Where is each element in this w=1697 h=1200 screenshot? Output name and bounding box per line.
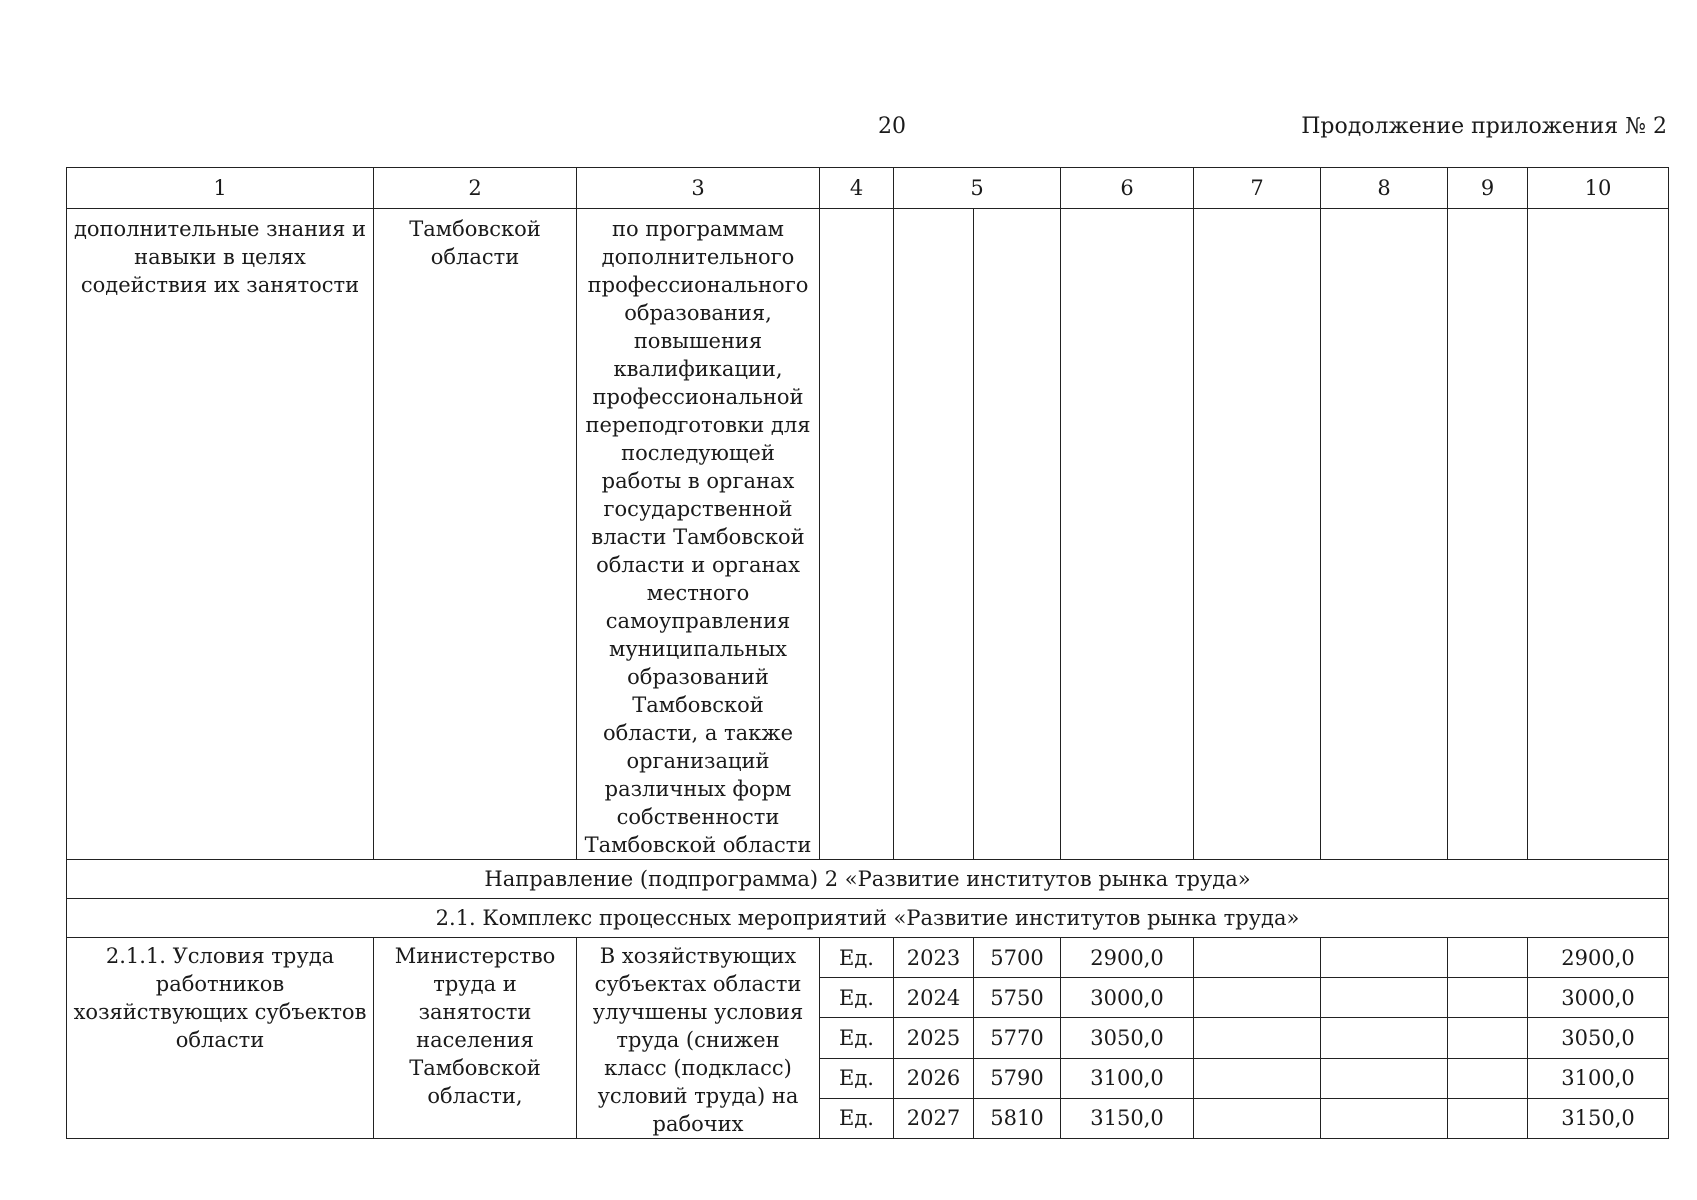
appendix-note: Продолжение приложения № 2 [1301,114,1667,139]
col-header-7: 7 [1194,168,1321,209]
funding-col10-cell: 2900,0 [1528,938,1669,978]
unit-cell: Ед. [820,978,894,1018]
program-table [66,167,1669,1139]
funding-col10-cell: 3050,0 [1528,1018,1669,1058]
continuation-col2: Тамбовской области [374,209,577,860]
continuation-col3: по программам дополнительного профессионального образования, повышения квалификации, профессиональной переподготовки для последующей работы в органах государственной власти Тамбовской области и органах местного самоуправления муниципальных образований Тамбовской области, а также организаций различных форм собственности Тамбовской области [577,209,820,860]
empty-cell [894,209,974,860]
empty-cell [1194,1098,1321,1138]
empty-cell [1321,209,1448,860]
unit-cell: Ед. [820,1058,894,1098]
empty-cell [1448,1098,1528,1138]
continuation-col1: дополнительные знания и навыки в целях содействия их занятости [67,209,374,860]
empty-cell [1321,1058,1448,1098]
empty-cell [1194,1018,1321,1058]
complex-title: 2.1. Комплекс процессных мероприятий «Развитие институтов рынка труда» [67,899,1669,938]
unit-cell: Ед. [820,1098,894,1138]
col-header-5: 5 [894,168,1061,209]
measure-responsible: Министерство труда и занятости населения Тамбовской области, [374,938,577,1139]
empty-cell [1061,209,1194,860]
funding-col6-cell: 3050,0 [1061,1018,1194,1058]
continuation-row [67,209,1669,860]
empty-cell [1194,938,1321,978]
complex-row [67,899,1669,938]
unit-cell: Ед. [820,938,894,978]
year-cell: 2025 [894,1018,974,1058]
col-header-2: 2 [374,168,577,209]
funding-col6-cell: 3150,0 [1061,1098,1194,1138]
funding-col6-cell: 3000,0 [1061,978,1194,1018]
empty-cell [1194,209,1321,860]
empty-cell [1194,1058,1321,1098]
empty-cell [1448,1018,1528,1058]
empty-cell [1448,978,1528,1018]
unit-cell: Ед. [820,1018,894,1058]
direction-title: Направление (подпрограмма) 2 «Развитие институтов рынка труда» [67,860,1669,899]
empty-cell [1448,1058,1528,1098]
year-cell: 2023 [894,938,974,978]
col-header-8: 8 [1321,168,1448,209]
measure-result: В хозяйствующих субъектах области улучшены условия труда (снижен класс (подкласс) условий труда) на рабочих [577,938,820,1139]
col-header-9: 9 [1448,168,1528,209]
funding-col10-cell: 3150,0 [1528,1098,1669,1138]
value-cell: 5790 [974,1058,1061,1098]
value-cell: 5700 [974,938,1061,978]
empty-cell [1194,978,1321,1018]
empty-cell [820,209,894,860]
col-header-3: 3 [577,168,820,209]
funding-col6-cell: 2900,0 [1061,938,1194,978]
empty-cell [1528,209,1669,860]
value-cell: 5810 [974,1098,1061,1138]
year-cell: 2027 [894,1098,974,1138]
empty-cell [1321,978,1448,1018]
col-header-1: 1 [67,168,374,209]
empty-cell [1321,1098,1448,1138]
funding-col10-cell: 3000,0 [1528,978,1669,1018]
measure-name: 2.1.1. Условия труда работников хозяйствующих субъектов области [67,938,374,1139]
funding-col10-cell: 3100,0 [1528,1058,1669,1098]
year-cell: 2026 [894,1058,974,1098]
col-header-4: 4 [820,168,894,209]
col-header-6: 6 [1061,168,1194,209]
empty-cell [1321,1018,1448,1058]
value-cell: 5770 [974,1018,1061,1058]
empty-cell [974,209,1061,860]
empty-cell [1448,938,1528,978]
col-header-10: 10 [1528,168,1669,209]
empty-cell [1448,209,1528,860]
column-number-row [67,168,1669,209]
value-cell: 5750 [974,978,1061,1018]
page-number: 20 [878,114,906,139]
measure-row [67,938,1669,978]
year-cell: 2024 [894,978,974,1018]
empty-cell [1321,938,1448,978]
direction-row [67,860,1669,899]
funding-col6-cell: 3100,0 [1061,1058,1194,1098]
